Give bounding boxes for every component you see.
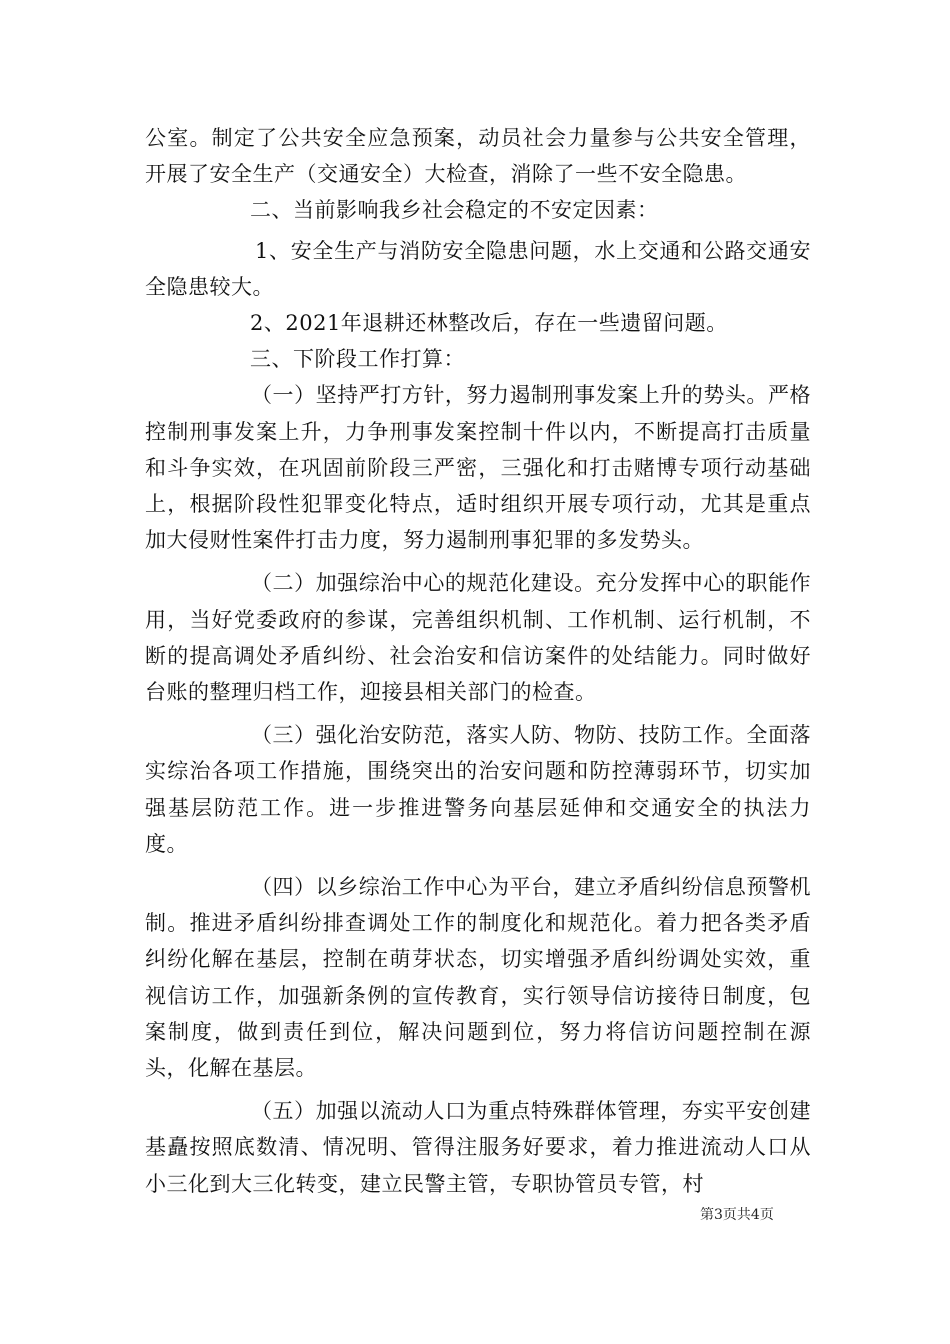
paragraph-item-3: （三）强化治安防范，落实人防、物防、技防工作。全面落实综治各项工作措施，围绕突出的治安问题和防控薄弱环节，切实加强基层防范工作。进一步推进警务向基层延伸和交通安全的执法力度。 [145, 723, 811, 856]
paragraph-item-1: （一）坚持严打方针，努力遏制刑事发案上升的势头。严格控制刑事发案上升，力争刑事发案控制十件以内，不断提高打击质量和斗争实效，在巩固前阶段三严密，三强化和打击赌博专项行动基础上，根据阶段性犯罪变化特点，适时组织开展专项行动，尤其是重点加大侵财性案件打击力度，努力遏制刑事犯罪的多发势头。 [145, 383, 811, 553]
heading-section-2: 二、当前影响我乡社会稳定的不安定因素： [250, 198, 659, 223]
paragraph-continuation: 公室。制定了公共安全应急预案，动员社会力量参与公共安全管理，开展了安全生产（交通安全）大检查，消除了一些不安全隐患。 [145, 126, 811, 187]
document-body [145, 120, 811, 1202]
page-number-footer: 第3页共4页 [700, 1207, 774, 1223]
paragraph-item-4: （四）以乡综治工作中心为平台，建立矛盾纠纷信息预警机制。推进矛盾纠纷排查调处工作的制度化和规范化。着力把各类矛盾纠纷化解在基层，控制在萌芽状态，切实增强矛盾纠纷调处实效，重视信访工作，加强新条例的宣传教育，实行领导信访接待日制度，包案制度，做到责任到位，解决问题到位，努力将信访问题控制在源头，化解在基层。 [145, 875, 811, 1081]
paragraph-item-5: （五）加强以流动人口为重点特殊群体管理，夯实平安创建基矗按照底数清、情况明、管得注服务好要求，着力推进流动人口从小三化到大三化转变，建立民警主管，专职协管员专管，村 [145, 1099, 811, 1196]
heading-section-3: 三、下阶段工作打算： [250, 347, 465, 372]
list-item-2: 2、2021年退耕还林整改后，存在一些遗留问题。 [250, 311, 728, 336]
paragraph-item-2: （二）加强综治中心的规范化建设。充分发挥中心的职能作用，当好党委政府的参谋，完善组织机制、工作机制、运行机制，不断的提高调处矛盾纠纷、社会治安和信访案件的处结能力。同时做好台账的整理归档工作，迎接县相关部门的检查。 [145, 571, 811, 705]
list-item-1: 1、安全生产与消防安全隐患问题，水上交通和公路交通安全隐患较大。 [145, 238, 811, 299]
